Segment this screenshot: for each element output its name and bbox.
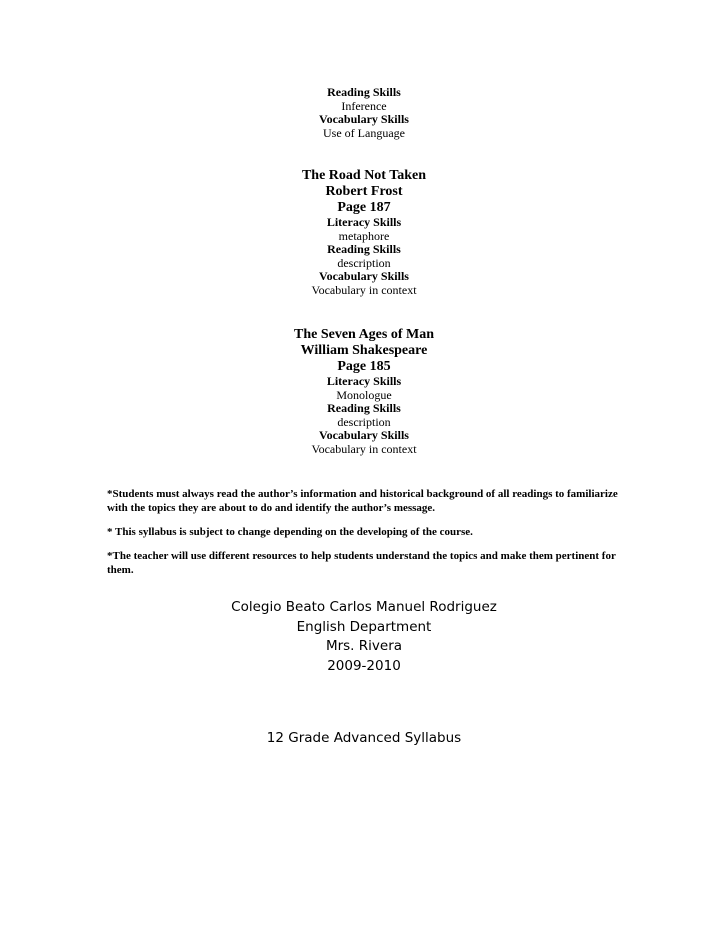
- skill-item: Inference: [341, 98, 387, 113]
- reading-page: Page 185: [337, 359, 391, 374]
- department-name: English Department: [296, 618, 432, 635]
- school-year: 2009-2010: [327, 657, 401, 674]
- skill-item: description: [337, 414, 391, 429]
- skill-heading: Reading Skills: [327, 401, 401, 416]
- skill-item: Vocabulary in context: [311, 441, 417, 456]
- reading-seven-ages-of-man: [214, 327, 514, 457]
- reading-author: William Shakespeare: [300, 343, 428, 358]
- note-teacher-resources: *The teacher will use different resources to help students understand the topics and make them pertinent for them.: [107, 550, 616, 576]
- skill-heading: Reading Skills: [327, 85, 401, 99]
- school-name: Colegio Beato Carlos Manuel Rodriguez: [231, 599, 497, 615]
- skill-item: Use of Language: [323, 125, 405, 140]
- teacher-name: Mrs. Rivera: [325, 638, 403, 654]
- reading-road-not-taken: [214, 168, 514, 298]
- skill-heading: Literacy Skills: [326, 374, 402, 388]
- skill-heading: Vocabulary Skills: [319, 269, 409, 284]
- reading-title: The Seven Ages of Man: [294, 327, 434, 342]
- reading-title: The Road Not Taken: [301, 168, 427, 183]
- skill-item: Vocabulary in context: [311, 282, 417, 297]
- course-title-block: [164, 729, 564, 749]
- skill-item: description: [337, 255, 391, 270]
- skill-heading: Literacy Skills: [326, 215, 402, 229]
- reading-page: Page 187: [337, 200, 391, 215]
- skills-block-top: [214, 86, 514, 140]
- note-author-background: *Students must always read the author’s information and historical background of all readings to familiarize with the topics they are about to do and identify the author’s message.: [107, 488, 618, 514]
- skill-heading: Vocabulary Skills: [319, 112, 409, 127]
- skill-heading: Vocabulary Skills: [319, 428, 409, 443]
- reading-author: Robert Frost: [325, 184, 403, 199]
- note-subject-to-change: * This syllabus is subject to change depending on the developing of the course.: [107, 526, 473, 538]
- skill-item: Monologue: [336, 387, 392, 402]
- school-info: [164, 598, 564, 676]
- course-title: 12 Grade Advanced Syllabus: [266, 730, 462, 746]
- skill-item: metaphore: [338, 228, 390, 243]
- syllabus-notes: [107, 487, 627, 587]
- skill-heading: Reading Skills: [327, 242, 401, 257]
